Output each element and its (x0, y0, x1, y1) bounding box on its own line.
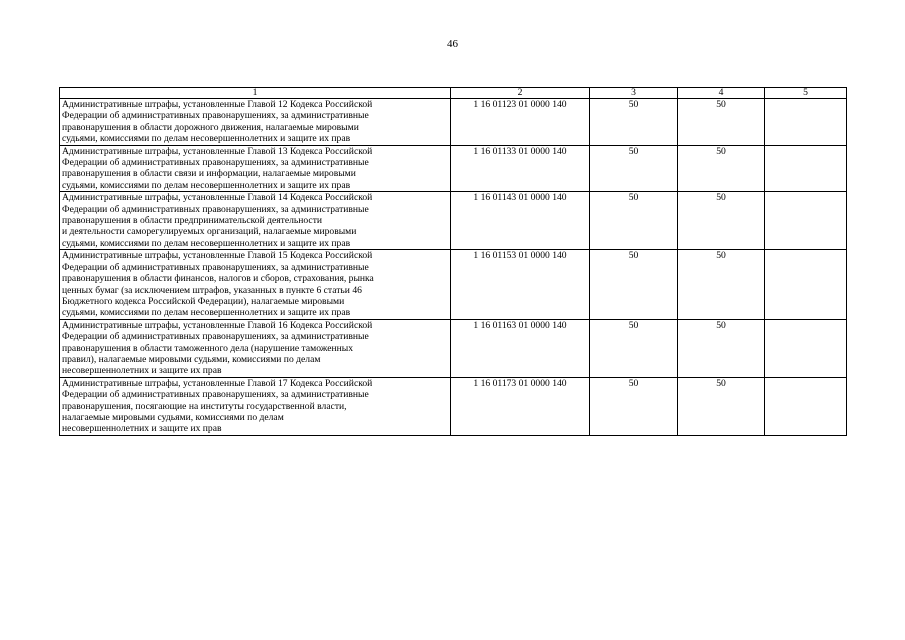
row-col-4: 50 (678, 250, 765, 319)
row-code: 1 16 01173 01 0000 140 (451, 377, 590, 435)
description-line: правонарушения, посягающие на институты государственной власти, (62, 400, 347, 412)
description-line: Федерации об административных правонарушениях, за административные (62, 203, 369, 215)
table-body (60, 88, 847, 436)
row-description (60, 377, 451, 435)
row-col-3: 50 (590, 250, 678, 319)
description-line: судьями, комиссиями по делам несовершеннолетних и защите их прав (62, 237, 351, 249)
row-description (60, 145, 451, 192)
row-description (60, 192, 451, 250)
row-col-5 (765, 319, 847, 377)
row-code: 1 16 01123 01 0000 140 (451, 99, 590, 146)
description-line: правонарушения в области финансов, налогов и сборов, страхования, рынка (62, 273, 374, 285)
header-col-3: 3 (590, 88, 678, 99)
row-description (60, 99, 451, 146)
row-col-5 (765, 377, 847, 435)
table-row (60, 145, 847, 192)
budget-table (59, 87, 847, 436)
description-line: Федерации об административных правонарушениях, за административные (62, 389, 369, 401)
table-row (60, 99, 847, 146)
row-description (60, 319, 451, 377)
description-line: Административные штрафы, установленные Главой 16 Кодекса Российской (62, 319, 373, 331)
row-col-5 (765, 99, 847, 146)
header-col-5: 5 (765, 88, 847, 99)
description-line: ценных бумаг (за исключением штрафов, указанных в пункте 6 статьи 46 (62, 284, 362, 296)
description-line: правонарушения в области предпринимательской деятельности (62, 215, 323, 227)
description-line: правонарушения в области таможенного дела (нарушение таможенных (62, 342, 354, 354)
row-col-4: 50 (678, 319, 765, 377)
row-col-3: 50 (590, 377, 678, 435)
description-line: правонарушения в области связи и информации, налагаемые мировыми (62, 168, 356, 180)
header-col-1: 1 (60, 88, 451, 99)
description-line: и деятельности саморегулируемых организаций, налагаемые мировыми (62, 226, 357, 238)
row-col-3: 50 (590, 99, 678, 146)
row-col-5 (765, 250, 847, 319)
description-line: судьями, комиссиями по делам несовершеннолетних и защите их прав (62, 133, 351, 145)
description-line: налагаемые мировыми судьями, комиссиями по делам (62, 411, 284, 423)
header-col-2: 2 (451, 88, 590, 99)
row-col-3: 50 (590, 145, 678, 192)
row-col-4: 50 (678, 192, 765, 250)
description-line: Административные штрафы, установленные Главой 17 Кодекса Российской (62, 377, 373, 389)
description-line: Бюджетного кодекса Российской Федерации), налагаемые мировыми (62, 295, 345, 307)
table-row (60, 192, 847, 250)
description-line: судьями, комиссиями по делам несовершеннолетних и защите их прав (62, 307, 351, 319)
row-col-4: 50 (678, 377, 765, 435)
row-col-3: 50 (590, 319, 678, 377)
description-line: Федерации об административных правонарушениях, за административные (62, 157, 369, 169)
table-row (60, 250, 847, 319)
description-line: несовершеннолетних и защите их прав (62, 365, 222, 377)
row-col-4: 50 (678, 145, 765, 192)
description-line: несовершеннолетних и защите их прав (62, 423, 222, 435)
header-row (60, 88, 847, 99)
row-code: 1 16 01143 01 0000 140 (451, 192, 590, 250)
table-row (60, 377, 847, 435)
description-line: Административные штрафы, установленные Главой 13 Кодекса Российской (62, 145, 373, 157)
description-line: Административные штрафы, установленные Главой 15 Кодекса Российской (62, 250, 373, 262)
row-code: 1 16 01153 01 0000 140 (451, 250, 590, 319)
row-code: 1 16 01163 01 0000 140 (451, 319, 590, 377)
description-line: судьями, комиссиями по делам несовершеннолетних и защите их прав (62, 179, 351, 191)
row-col-4: 50 (678, 99, 765, 146)
row-description (60, 250, 451, 319)
description-line: правонарушения в области дорожного движения, налагаемые мировыми (62, 121, 359, 133)
row-col-5 (765, 192, 847, 250)
row-col-3: 50 (590, 192, 678, 250)
description-line: Федерации об административных правонарушениях, за административные (62, 331, 369, 343)
page-number: 46 (447, 38, 458, 50)
table-row (60, 319, 847, 377)
description-line: Административные штрафы, установленные Главой 14 Кодекса Российской (62, 192, 373, 204)
description-line: Федерации об административных правонарушениях, за административные (62, 261, 369, 273)
description-line: Федерации об административных правонарушениях, за административные (62, 110, 369, 122)
description-line: правил), налагаемые мировыми судьями, комиссиями по делам (62, 353, 321, 365)
description-line: Административные штрафы, установленные Главой 12 Кодекса Российской (62, 99, 373, 110)
row-col-5 (765, 145, 847, 192)
header-col-4: 4 (678, 88, 765, 99)
row-code: 1 16 01133 01 0000 140 (451, 145, 590, 192)
